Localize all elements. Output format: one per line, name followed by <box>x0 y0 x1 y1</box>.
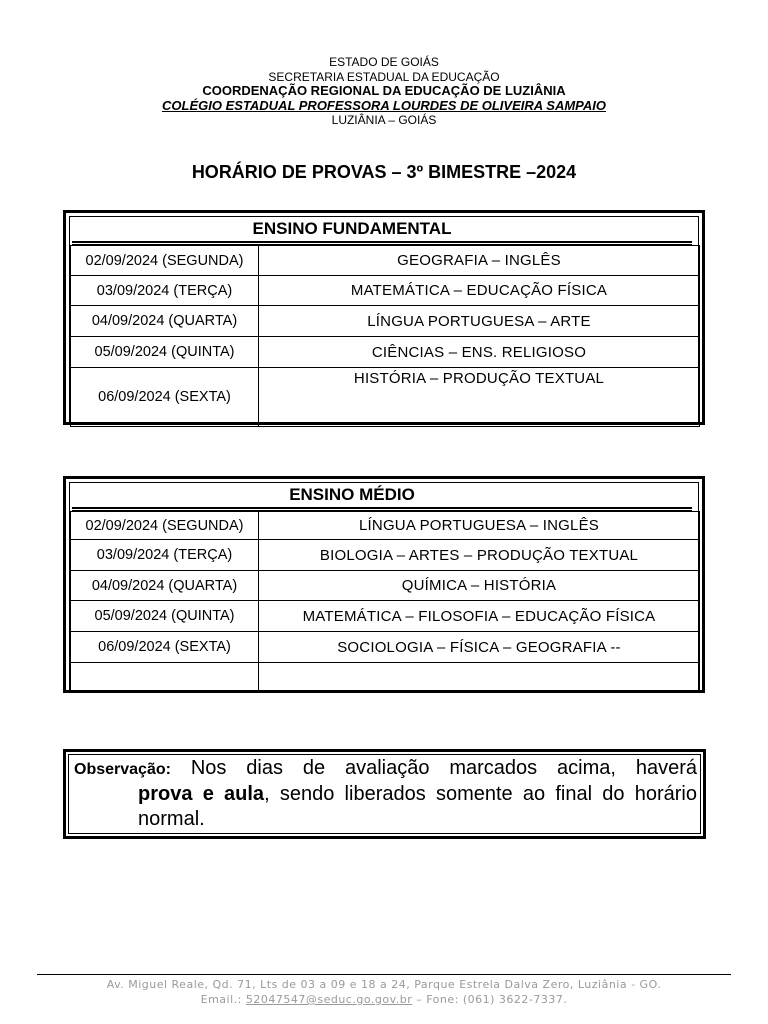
subjects-cell: LÍNGUA PORTUGUESA – ARTE <box>259 306 700 337</box>
subjects-cell: MATEMÁTICA – EDUCAÇÃO FÍSICA <box>259 276 700 306</box>
date-cell: 03/09/2024 (TERÇA) <box>71 276 259 306</box>
subjects-cell: MATEMÁTICA – FILOSOFIA – EDUCAÇÃO FÍSICA <box>259 601 700 632</box>
observation-text <box>74 756 697 832</box>
footer-email-link[interactable]: 52047547@seduc.go.gov.br <box>245 993 413 1006</box>
subjects-cell: GEOGRAFIA – INGLÊS <box>259 246 700 276</box>
observation-line-1: Nos dias de avaliação marcados acima, haverá <box>190 757 697 779</box>
date-cell: 06/09/2024 (SEXTA) <box>71 368 259 427</box>
table-row <box>71 663 700 693</box>
fundamental-title: ENSINO FUNDAMENTAL <box>252 219 452 238</box>
table-row <box>71 337 700 368</box>
table-row <box>71 246 700 276</box>
observation-line-3: normal. <box>138 808 205 830</box>
footer-divider <box>37 974 731 975</box>
document-footer <box>0 977 768 1007</box>
subjects-cell: HISTÓRIA – PRODUÇÃO TEXTUAL <box>259 368 700 427</box>
fundamental-box <box>63 210 705 425</box>
fundamental-table <box>70 245 700 427</box>
subjects-cell: CIÊNCIAS – ENS. RELIGIOSO <box>259 337 700 368</box>
table-row <box>71 571 700 601</box>
secretariat-line: SECRETARIA ESTADUAL DA EDUCAÇÃO <box>268 69 500 84</box>
medio-box <box>63 476 705 693</box>
footer-email-label: Email.: <box>200 993 242 1006</box>
observation-line-2: , sendo liberados somente ao final do horário <box>264 783 697 805</box>
table-row <box>71 601 700 632</box>
subjects-cell <box>259 663 700 693</box>
footer-phone: – Fone: (061) 3622-7337. <box>416 993 568 1006</box>
observation-bold: prova e aula <box>138 783 265 805</box>
observation-label: Observação: <box>74 761 171 778</box>
document-header <box>0 55 768 128</box>
date-cell: 03/09/2024 (TERÇA) <box>71 540 259 571</box>
table-row <box>71 512 700 540</box>
city-line: LUZIÂNIA – GOIÁS <box>331 113 437 127</box>
date-cell <box>71 663 259 693</box>
subjects-cell: LÍNGUA PORTUGUESA – INGLÊS <box>259 512 700 540</box>
page-title: HORÁRIO DE PROVAS – 3º BIMESTRE –2024 <box>191 162 577 182</box>
coordination-line: COORDENAÇÃO REGIONAL DA EDUCAÇÃO DE LUZIÂNIA <box>202 83 566 98</box>
date-cell: 04/09/2024 (QUARTA) <box>71 306 259 337</box>
date-cell: 02/09/2024 (SEGUNDA) <box>71 246 259 276</box>
table-row <box>71 632 700 663</box>
table-row <box>71 306 700 337</box>
medio-title: ENSINO MÉDIO <box>289 485 415 504</box>
table-row <box>71 368 700 427</box>
date-cell: 06/09/2024 (SEXTA) <box>71 632 259 663</box>
subjects-cell: SOCIOLOGIA – FÍSICA – GEOGRAFIA -- <box>259 632 700 663</box>
college-line: COLÉGIO ESTADUAL PROFESSORA LOURDES DE OLIVEIRA SAMPAIO <box>162 97 606 113</box>
table-row <box>71 276 700 306</box>
observation-box <box>63 749 706 839</box>
date-cell: 05/09/2024 (QUINTA) <box>71 337 259 368</box>
medio-table <box>70 511 700 693</box>
subjects-cell: QUÍMICA – HISTÓRIA <box>259 571 700 601</box>
date-cell: 05/09/2024 (QUINTA) <box>71 601 259 632</box>
subjects-cell: BIOLOGIA – ARTES – PRODUÇÃO TEXTUAL <box>259 540 700 571</box>
date-cell: 04/09/2024 (QUARTA) <box>71 571 259 601</box>
footer-address: Av. Miguel Reale, Qd. 71, Lts de 03 a 09 e 18 a 24, Parque Estrela Dalva Zero, Luziânia - GO. <box>106 978 662 991</box>
footer-contact <box>0 992 768 1007</box>
table-row <box>71 540 700 571</box>
date-cell: 02/09/2024 (SEGUNDA) <box>71 512 259 540</box>
state-line: ESTADO DE GOIÁS <box>329 55 439 69</box>
